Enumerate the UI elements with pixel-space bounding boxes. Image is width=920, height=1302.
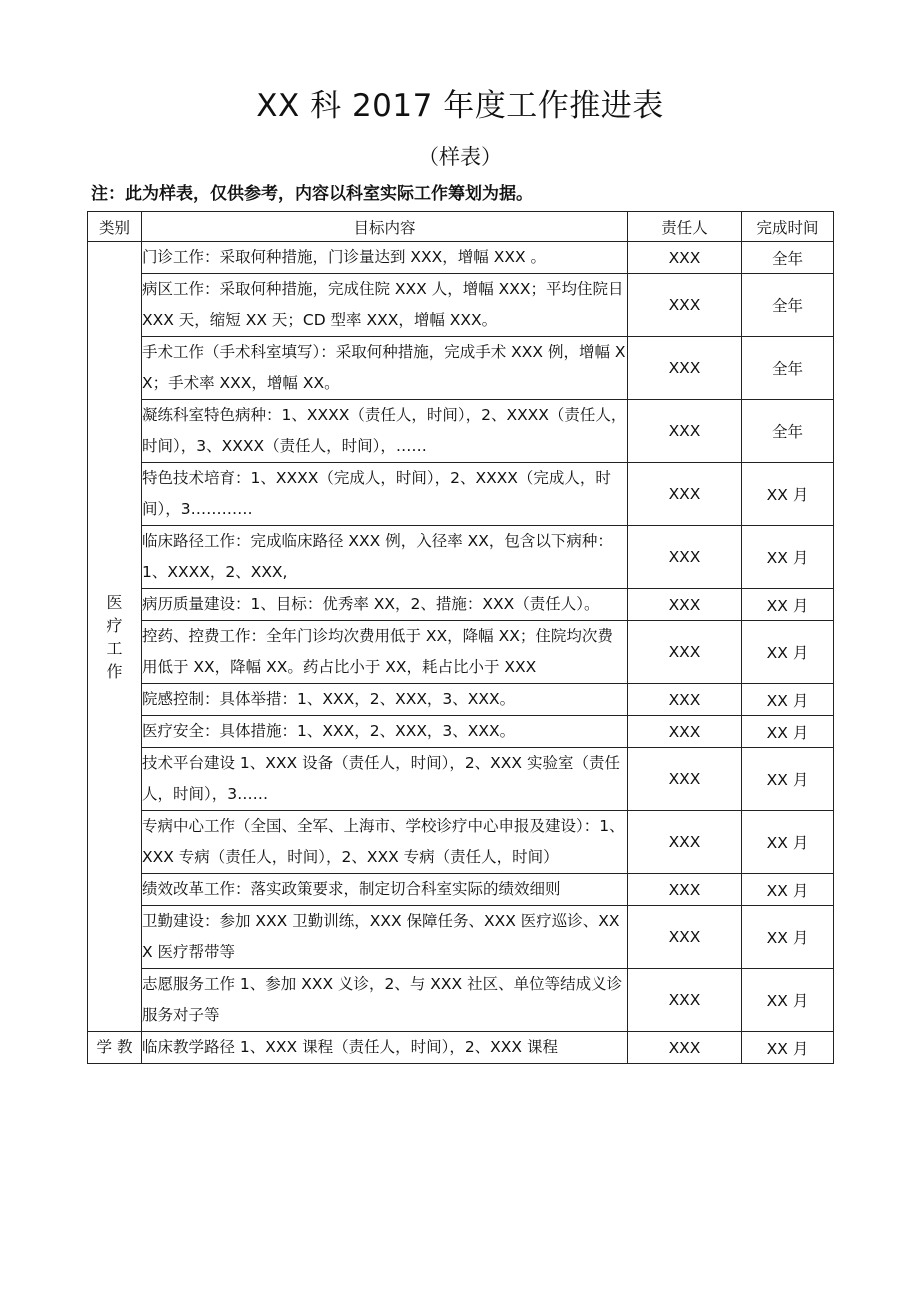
table-row [88,716,834,748]
deadline-cell: XX 月 [742,463,834,526]
owner-cell: XXX [628,874,742,906]
goal-cell: 手术工作（手术科室填写）：采取何种措施，完成手术 XXX 例，增幅 XX；手术率 XXX，增幅 XX。 [142,337,628,400]
page-title: XX 科 2017 年度工作推进表 [256,88,664,124]
goal-cell: 病区工作：采取何种措施，完成住院 XXX 人，增幅 XXX；平均住院日 XXX 天，缩短 XX 天；CD 型率 XXX，增幅 XXX。 [142,274,628,337]
owner-cell: XXX [628,463,742,526]
goal-cell: 卫勤建设：参加 XXX 卫勤训练，XXX 保障任务、XXX 医疗巡诊、XXX 医疗帮带等 [142,906,628,969]
goal-cell: 控药、控费工作：全年门诊均次费用低于 XX，降幅 XX；住院均次费用低于 XX，降幅 XX。药占比小于 XX，耗占比小于 XXX [142,621,628,684]
deadline-cell: XX 月 [742,811,834,874]
owner-cell: XXX [628,400,742,463]
goal-cell: 志愿服务工作 1、参加 XXX 义诊，2、与 XXX 社区、单位等结成义诊服务对子等 [142,969,628,1032]
table-row [88,621,834,684]
owner-cell: XXX [628,526,742,589]
category-cell-teaching: 学 教 [88,1032,142,1064]
goal-cell: 院感控制：具体举措：1、XXX，2、XXX，3、XXX。 [142,684,628,716]
goal-cell: 技术平台建设 1、XXX 设备（责任人，时间），2、XXX 实验室（责任人，时间），3…… [142,748,628,811]
header-deadline: 完成时间 [742,212,834,242]
deadline-cell: 全年 [742,242,834,274]
table-row [88,274,834,337]
deadline-cell: XX 月 [742,748,834,811]
table-row [88,463,834,526]
table-row [88,874,834,906]
work-plan-table [87,211,834,1064]
deadline-cell: 全年 [742,274,834,337]
table-row [88,684,834,716]
goal-cell: 门诊工作：采取何种措施，门诊量达到 XXX，增幅 XXX 。 [142,242,628,274]
owner-cell: XXX [628,337,742,400]
table-row [88,748,834,811]
deadline-cell: XX 月 [742,874,834,906]
goal-cell: 专病中心工作（全国、全军、上海市、学校诊疗中心申报及建设）：1、XXX 专病（责任人，时间），2、XXX 专病（责任人，时间） [142,811,628,874]
deadline-cell: XX 月 [742,969,834,1032]
table-header-row [88,212,834,242]
table-row [88,400,834,463]
header-goal: 目标内容 [142,212,628,242]
deadline-cell: 全年 [742,400,834,463]
owner-cell: XXX [628,589,742,621]
goal-cell: 特色技术培育：1、XXXX（完成人，时间），2、XXXX（完成人，时间），3………… [142,463,628,526]
category-cell-medical [88,242,142,1032]
table-row [88,337,834,400]
goal-cell: 绩效改革工作：落实政策要求，制定切合科室实际的绩效细则 [142,874,628,906]
table-row [88,242,834,274]
table-row [88,906,834,969]
deadline-cell: XX 月 [742,526,834,589]
table-row [88,811,834,874]
deadline-cell: XX 月 [742,684,834,716]
goal-cell: 临床路径工作：完成临床路径 XXX 例，入径率 XX，包含以下病种：1、XXXX，2、XXX, [142,526,628,589]
deadline-cell: XX 月 [742,621,834,684]
goal-cell: 病历质量建设：1、目标：优秀率 XX，2、措施：XXX（责任人）。 [142,589,628,621]
deadline-cell: XX 月 [742,589,834,621]
owner-cell: XXX [628,748,742,811]
owner-cell: XXX [628,716,742,748]
header-owner: 责任人 [628,212,742,242]
deadline-cell: XX 月 [742,1032,834,1064]
table-row [88,969,834,1032]
goal-cell: 医疗安全：具体措施：1、XXX，2、XXX，3、XXX。 [142,716,628,748]
deadline-cell: XX 月 [742,906,834,969]
page-subtitle: （样表） [418,145,502,169]
owner-cell: XXX [628,274,742,337]
category-label: 医疗工作 [106,592,123,681]
deadline-cell: XX 月 [742,716,834,748]
owner-cell: XXX [628,684,742,716]
owner-cell: XXX [628,906,742,969]
goal-cell: 凝练科室特色病种：1、XXXX（责任人，时间），2、XXXX（责任人，时间），3、XXXX（责任人，时间），…… [142,400,628,463]
owner-cell: XXX [628,1032,742,1064]
owner-cell: XXX [628,621,742,684]
owner-cell: XXX [628,811,742,874]
table-row [88,1032,834,1064]
table-row [88,589,834,621]
owner-cell: XXX [628,242,742,274]
owner-cell: XXX [628,969,742,1032]
goal-cell: 临床教学路径 1、XXX 课程（责任人，时间），2、XXX 课程 [142,1032,628,1064]
note-text: 注：此为样表，仅供参考，内容以科室实际工作筹划为据。 [91,184,533,204]
deadline-cell: 全年 [742,337,834,400]
table-row [88,526,834,589]
header-category: 类别 [88,212,142,242]
